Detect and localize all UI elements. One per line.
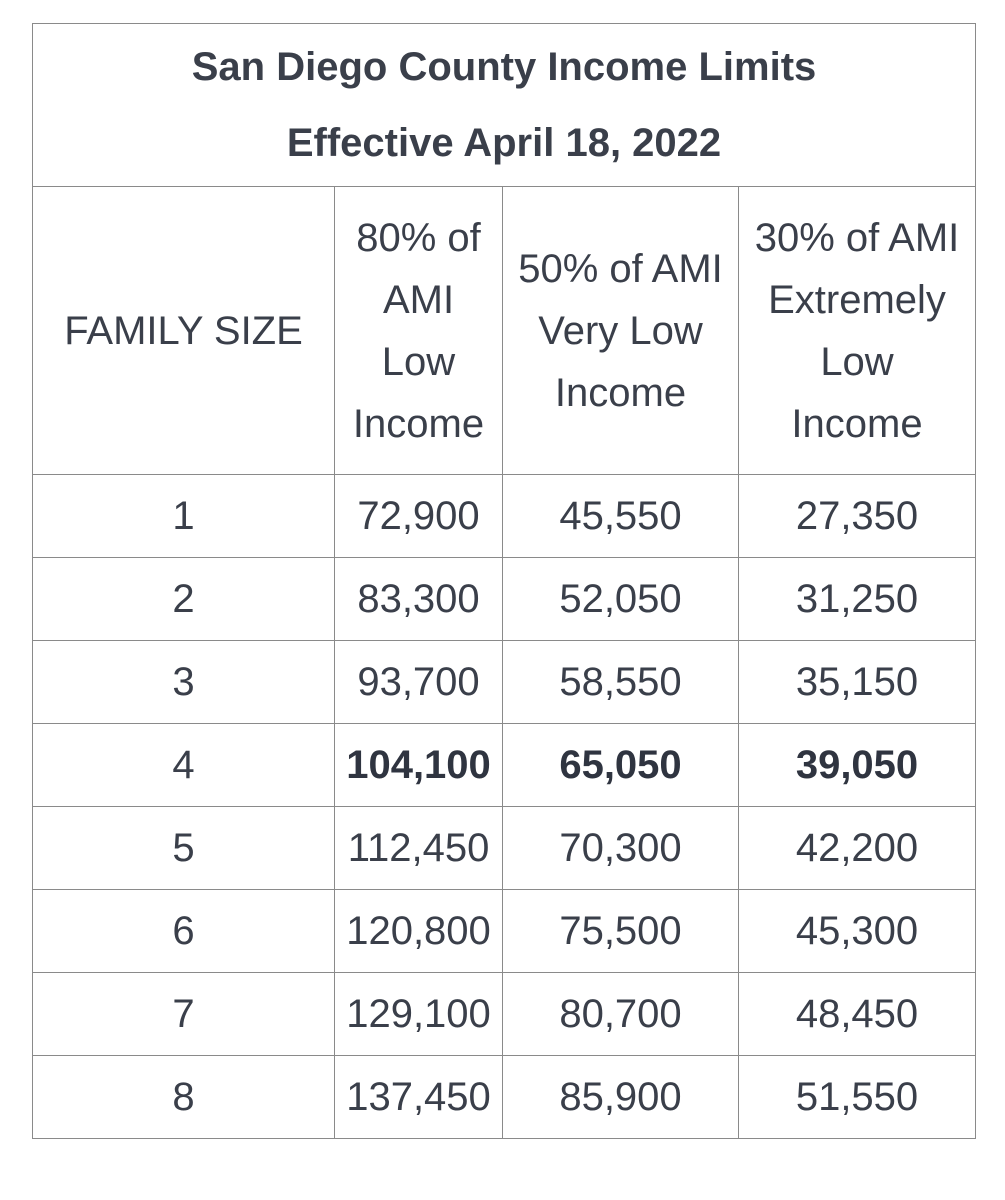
header-30-ami	[739, 187, 976, 475]
ami30-cell: 31,250	[739, 558, 976, 641]
header-row	[33, 187, 976, 475]
header-30-line-2: Extremely	[768, 277, 946, 322]
ami50-cell: 65,050	[503, 724, 739, 807]
header-80-line-4: Income	[352, 401, 485, 446]
header-50-line-2: Very Low	[538, 308, 703, 353]
table-title	[33, 24, 976, 187]
header-30-line-1: 30% of AMI	[754, 215, 960, 260]
header-family-size: FAMILY SIZE	[33, 187, 335, 475]
header-30-line-4: Income	[791, 401, 923, 446]
ami50-cell: 85,900	[503, 1056, 739, 1139]
ami30-cell: 48,450	[739, 973, 976, 1056]
table-row-highlighted	[33, 724, 976, 807]
header-50-ami	[503, 187, 739, 475]
family-size-cell: 1	[33, 475, 335, 558]
ami30-cell: 42,200	[739, 807, 976, 890]
family-size-cell: 5	[33, 807, 335, 890]
ami30-cell: 35,150	[739, 641, 976, 724]
family-size-cell: 2	[33, 558, 335, 641]
table-row	[33, 475, 976, 558]
header-80-line-1: 80% of	[356, 215, 481, 260]
table-row	[33, 973, 976, 1056]
header-80-line-2: AMI	[382, 277, 455, 322]
title-row	[33, 24, 976, 187]
ami80-cell: 137,450	[335, 1056, 503, 1139]
ami30-cell: 51,550	[739, 1056, 976, 1139]
header-50-line-1: 50% of AMI	[518, 246, 723, 291]
family-size-cell: 7	[33, 973, 335, 1056]
ami50-cell: 75,500	[503, 890, 739, 973]
ami80-cell: 104,100	[335, 724, 503, 807]
title-line-2: Effective April 18, 2022	[286, 121, 722, 165]
header-50-line-3: Income	[554, 370, 687, 415]
header-30-line-3: Low	[820, 339, 894, 384]
ami80-cell: 129,100	[335, 973, 503, 1056]
ami80-cell: 83,300	[335, 558, 503, 641]
family-size-cell: 6	[33, 890, 335, 973]
family-size-cell: 8	[33, 1056, 335, 1139]
table-row	[33, 890, 976, 973]
title-line-1: San Diego County Income Limits	[191, 45, 817, 89]
table-row	[33, 1056, 976, 1139]
ami80-cell: 93,700	[335, 641, 503, 724]
table-row	[33, 807, 976, 890]
ami80-cell: 120,800	[335, 890, 503, 973]
ami50-cell: 80,700	[503, 973, 739, 1056]
family-size-cell: 4	[33, 724, 335, 807]
family-size-cell: 3	[33, 641, 335, 724]
ami50-cell: 52,050	[503, 558, 739, 641]
ami50-cell: 70,300	[503, 807, 739, 890]
income-limits-table	[32, 23, 976, 1139]
ami50-cell: 45,550	[503, 475, 739, 558]
header-80-ami	[335, 187, 503, 475]
ami30-cell: 45,300	[739, 890, 976, 973]
table-row	[33, 558, 976, 641]
table-row	[33, 641, 976, 724]
ami30-cell: 39,050	[739, 724, 976, 807]
header-80-line-3: Low	[381, 339, 456, 384]
ami30-cell: 27,350	[739, 475, 976, 558]
ami80-cell: 112,450	[335, 807, 503, 890]
ami50-cell: 58,550	[503, 641, 739, 724]
ami80-cell: 72,900	[335, 475, 503, 558]
